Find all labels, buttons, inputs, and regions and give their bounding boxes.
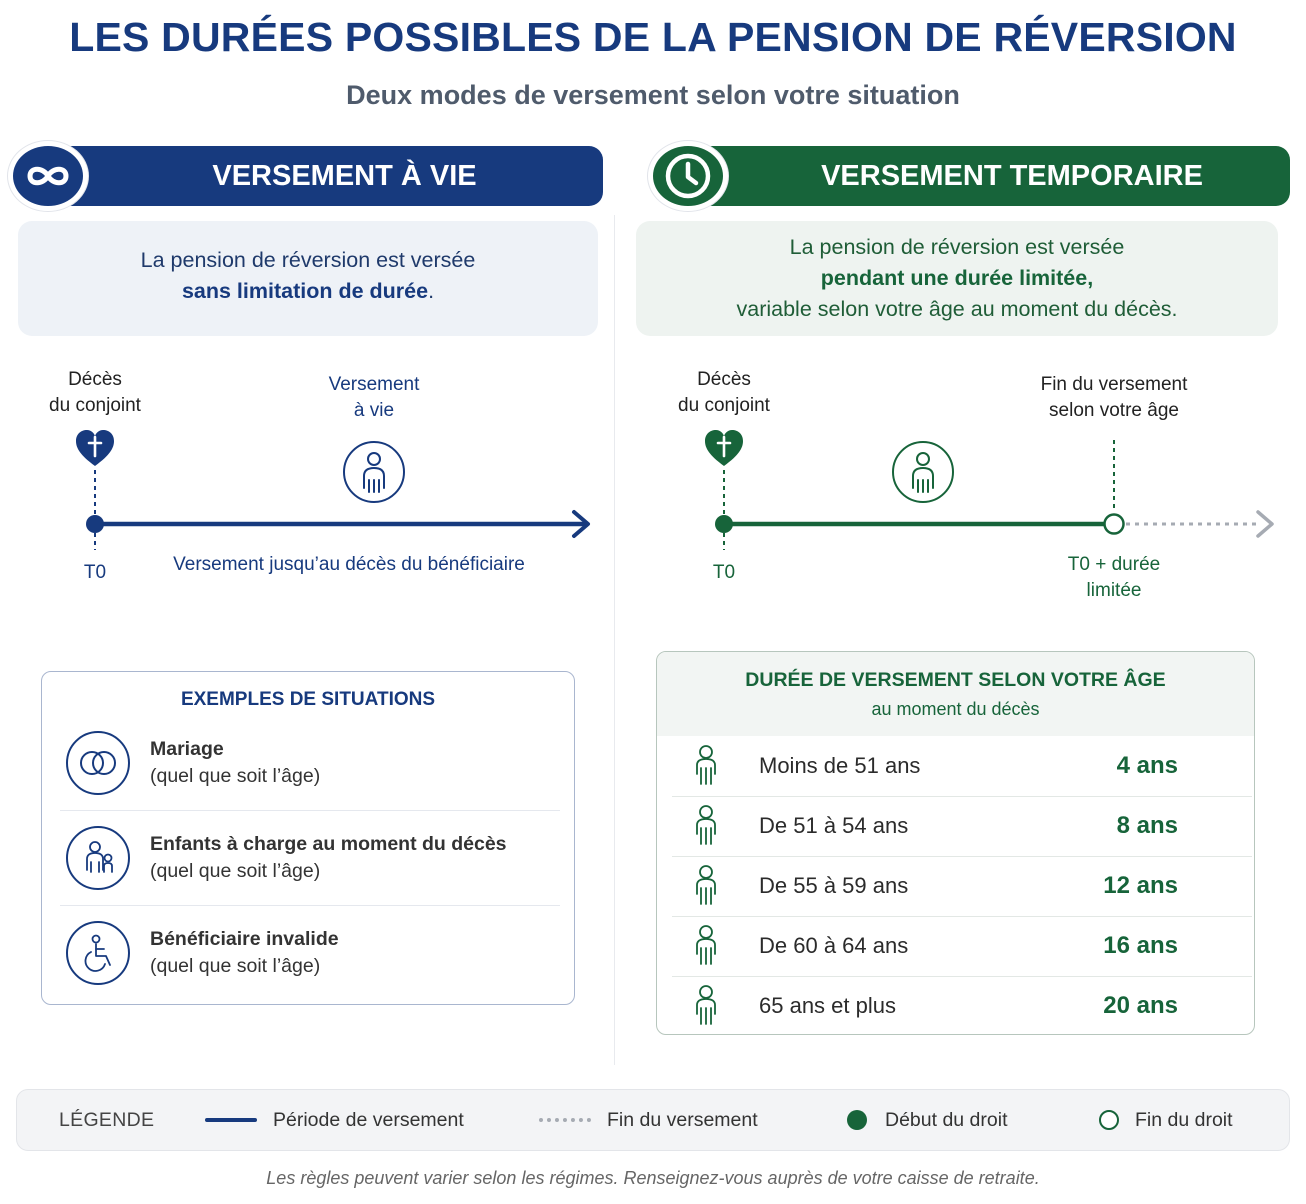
legend-item-period (205, 1109, 464, 1132)
temporary-timeline (678, 369, 1272, 601)
legend-item-start-right (847, 1109, 1008, 1132)
durations-header (657, 652, 1254, 736)
temporary-intro-bold: pendant une durée limitée, (820, 266, 1094, 290)
heart-cross-icon (705, 430, 743, 466)
temporary-tend-2: limitée (1086, 580, 1142, 601)
lifetime-t0: T0 (83, 562, 107, 583)
heart-cross-icon (76, 430, 114, 466)
example-title: Mariage (150, 737, 224, 760)
age-range: De 51 à 54 ans (759, 813, 909, 838)
arrow-right-icon (1258, 512, 1272, 536)
age-range: Moins de 51 ans (759, 753, 921, 778)
duration-value: 8 ans (1116, 812, 1178, 839)
lifetime-intro-line1: La pension de réversion est versée (140, 248, 476, 272)
legend-ring-swatch (1099, 1110, 1119, 1130)
table-row (657, 976, 1254, 1035)
example-detail: (quel que soit l’âge) (150, 859, 321, 882)
duration-value: 20 ans (1103, 992, 1178, 1019)
lifetime-start-dot (86, 515, 104, 533)
age-range: De 55 à 59 ans (759, 873, 909, 898)
temporary-end-label-1: Fin du versement (1040, 374, 1188, 395)
temporary-start-label-1: Décès (697, 369, 751, 390)
page-subtitle: Deux modes de versement selon votre situation (346, 80, 960, 110)
duration-value: 16 ans (1103, 932, 1178, 959)
table-row (657, 796, 1254, 856)
temporary-end-ring (1105, 515, 1124, 534)
list-item (60, 905, 560, 1000)
temporary-intro-line1: La pension de réversion est versée (789, 235, 1125, 259)
durations-table (656, 651, 1255, 1035)
temporary-t0: T0 (712, 562, 736, 583)
temporary-intro-line3: variable selon votre âge au moment du décès. (736, 297, 1178, 321)
rings-icon (66, 731, 130, 795)
lifetime-start-label-2: du conjoint (49, 395, 141, 416)
age-range: 65 ans et plus (759, 993, 896, 1018)
page-title: LES DURÉES POSSIBLES DE LA PENSION DE RÉVERSION (69, 14, 1237, 60)
age-range: De 60 à 64 ans (759, 933, 909, 958)
temporary-banner (700, 146, 1290, 206)
legend-label: Fin du droit (1135, 1108, 1233, 1131)
legend-item-end (539, 1109, 758, 1132)
lifetime-intro-bold: sans limitation de durée (181, 279, 429, 303)
wheelchair-icon (66, 921, 130, 985)
temporary-start-label-2: du conjoint (678, 395, 770, 416)
legend-label: Fin du versement (607, 1108, 758, 1131)
example-title: Bénéficiaire invalide (150, 927, 339, 950)
legend (16, 1089, 1290, 1151)
examples-box (41, 671, 575, 1005)
temporary-tend-1: T0 + durée (1067, 554, 1161, 575)
lifetime-banner (60, 146, 603, 206)
infinity-icon (8, 141, 88, 211)
durations-title: DURÉE DE VERSEMENT SELON VOTRE ÂGE (745, 669, 1166, 691)
table-row (657, 736, 1254, 796)
person-icon (893, 442, 953, 502)
temporary-intro (636, 221, 1278, 336)
person-icon (691, 984, 721, 1028)
lifetime-intro-end: . (428, 279, 435, 303)
footnote: Les règles peuvent varier selon les régimes. Renseignez-vous auprès de votre caisse de retraite. (266, 1168, 1040, 1188)
table-row (657, 856, 1254, 916)
list-item (60, 810, 560, 905)
legend-title: LÉGENDE (59, 1108, 155, 1131)
durations-subtitle: au moment du décès (871, 699, 1040, 719)
duration-value: 4 ans (1116, 752, 1178, 779)
person-icon (691, 804, 721, 848)
person-icon (691, 864, 721, 908)
lifetime-intro (18, 221, 598, 336)
legend-item-end-right (1099, 1109, 1233, 1132)
example-title: Enfants à charge au moment du décès (150, 832, 507, 855)
legend-dotted-swatch (539, 1118, 591, 1122)
temporary-banner-label: VERSEMENT TEMPORAIRE (821, 159, 1203, 192)
lifetime-timeline (49, 369, 588, 583)
lifetime-mid-label-1: Versement (328, 374, 420, 395)
lifetime-caption: Versement jusqu’au décès du bénéficiaire (173, 554, 525, 575)
person-icon (691, 744, 721, 788)
person-icon (691, 924, 721, 968)
examples-title: EXEMPLES DE SITUATIONS (180, 689, 436, 710)
lifetime-banner-label: VERSEMENT À VIE (212, 159, 477, 192)
person-icon (344, 442, 404, 502)
clock-icon (648, 141, 728, 211)
legend-label: Début du droit (885, 1108, 1008, 1131)
example-detail: (quel que soit l’âge) (150, 954, 321, 977)
lifetime-start-label-1: Décès (68, 369, 122, 390)
list-item (60, 715, 560, 810)
temporary-start-dot (715, 515, 733, 533)
legend-line-swatch (205, 1118, 257, 1122)
example-detail: (quel que soit l’âge) (150, 764, 321, 787)
temporary-end-label-2: selon votre âge (1049, 400, 1179, 421)
column-divider (614, 215, 615, 1065)
legend-dot-swatch (847, 1110, 867, 1130)
table-row (657, 916, 1254, 976)
duration-value: 12 ans (1103, 872, 1178, 899)
arrow-right-icon (574, 512, 588, 536)
family-icon (66, 826, 130, 890)
lifetime-mid-label-2: à vie (353, 400, 395, 421)
legend-label: Période de versement (273, 1108, 464, 1131)
